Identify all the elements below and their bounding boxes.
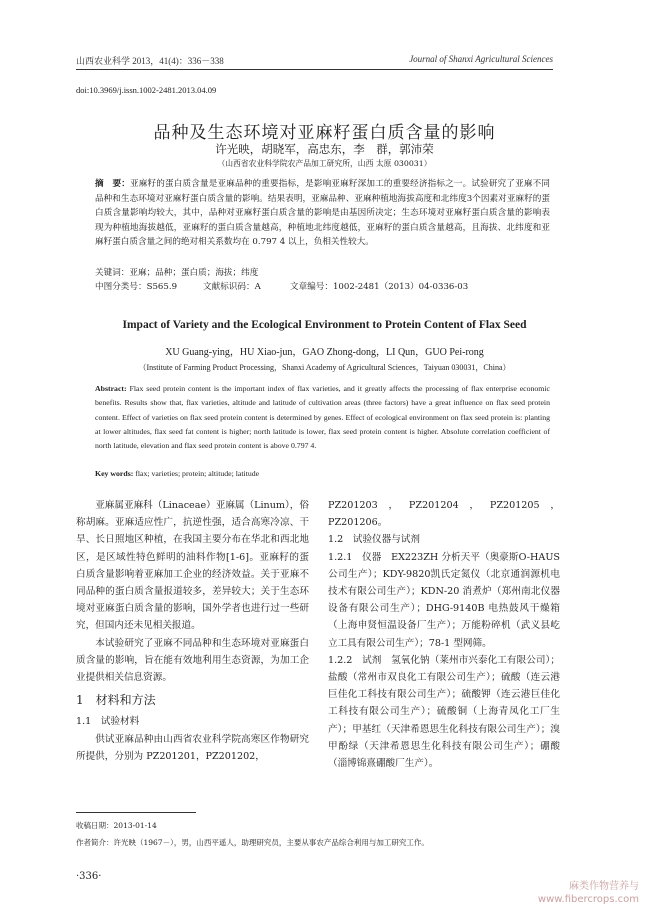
watermark-line-1: 麻类作物营养与 (569, 881, 639, 892)
abstract-cn (95, 177, 550, 250)
journal-header-left: 山西农业科学 2013，41(4)：336－338 (76, 56, 224, 66)
keywords-cn (95, 266, 550, 281)
body-right-column (328, 497, 560, 772)
article-number: 文章编号：1002-2481（2013）04-0336-03 (290, 282, 469, 292)
header-rule (76, 69, 553, 70)
intro-paragraph-2: 本试验研究了亚麻不同品种和生态环境对亚麻蛋白质含量的影响，旨在能有效地利用生态资源，为加工企业提供相关信息资源。 (76, 637, 309, 684)
body-left-column (76, 497, 309, 765)
reagents-paragraph: 1.2.2 试剂 氢氧化钠（莱州市兴泰化工有限公司）；盐酸（常州市双良化工有限公司生产）；硫酸（连云港巨佳化工科技有限公司生产）；硫酸钾（连云港巨佳化工科技有限公司生产）；硫酸铜（上海青凤化工厂生产）；甲基红（天津希恩思生化科技有限公司生产）；溴甲酚绿（天津希恩思生化科技有限公司生产）；硼酸（淄博锦熹硼酸厂生产）。 (328, 654, 560, 770)
received-date: 收稿日期：2013-01-14 (76, 821, 157, 830)
authors-cn: 许光映，胡晓军，高忠东，李 群，郭沛荣 (215, 142, 434, 156)
journal-header-right: Journal of Shanxi Agricultural Sciences (409, 54, 553, 64)
instruments-paragraph: 1.2.1 仪器 EX223ZH 分析天平（奥豪斯O-HAUS公司生产）；KDY-9820凯氏定氮仪（北京通润源机电技术有限公司生产）；KDN-20 消煮炉（郑州南北仪器设备有限公司生产）；DHG-9140B 电热鼓风干燥箱（上海申贤恒温设备厂生产）；万能粉碎机（武义县屹立工具有限公司生产）；78-1 型网筛。 (328, 551, 560, 649)
author-info: 作者简介：许光映（1967－），男，山西平遥人，助理研究员，主要从事农产品综合利用与加工研究工作。 (76, 838, 429, 847)
institution-en: （Institute of Farming Product Processing，Shanxi Academy of Agricultural Sciences，Taiyuan 030031，China） (138, 363, 511, 372)
page-number: ·336· (76, 871, 102, 882)
title-cn: 品种及生态环境对亚麻籽蛋白质含量的影响 (153, 123, 496, 143)
institution-cn: （山西省农业科学院农产品加工研究所，山西 太原 030031） (217, 159, 432, 168)
keywords-en-text: flax; varieties; protein; altitude; latitude (135, 469, 260, 478)
keywords-cn-label: 关键词： (95, 268, 130, 278)
abstract-en-text: Flax seed protein content is the important index of flax varieties, and it greatly affects the processing of flax enterprise economic benefits. Results show that, flax varieties, altitude and latitude of cultivation areas (three factors) have a great influence on flax seed protein content. Effect of varieties on flax seed protein content is determined by genes. Effect of ecological environment on flax seed protein is: planting at lower altitudes, flax seed fat content is higher; north latitude is lower, flax seed protein content is higher. Absolute correlation coefficient of north latitude, elevation and flax seed protein content is above 0.797 4. (95, 384, 550, 451)
abstract-en (95, 382, 550, 453)
keywords-en-label: Key words: (95, 469, 134, 478)
clc-number: 中图分类号：S565.9 (95, 282, 178, 292)
keywords-cn-text: 亚麻；品种；蛋白质；海拔；纬度 (129, 268, 259, 278)
keywords-en (95, 467, 550, 481)
authors-en: XU Guang-ying，HU Xiao-jun，GAO Zhong-dong，LI Qun，GUO Pei-rong (165, 347, 484, 358)
watermark (538, 880, 639, 906)
section-1-2-heading: 1.2 试验仪器与试剂 (328, 534, 421, 546)
footnote-rule (76, 812, 196, 813)
abstract-cn-text: 亚麻籽的蛋白质含量是亚麻品种的重要指标，是影响亚麻籽深加工的重要经济指标之一。试验研究了亚麻不同品种和生态环境对亚麻籽蛋白质含量的影响。结果表明，亚麻品种、亚麻种植地海拔高度和北纬度3个因素对亚麻籽的蛋白质含量影响均较大，其中，品种对亚麻籽蛋白质含量的影响是由基因所决定；生态环境对亚麻籽蛋白质含量的影响表现为种植地海拔越低，亚麻籽的蛋白质含量越高，种植地北纬度越低，亚麻籽的蛋白质含量越高，且海拔、北纬度和亚麻籽蛋白质含量之间的绝对相关系数均在 0.797 4 以上，负相关性较大。 (95, 179, 550, 248)
section-1-heading: 1 材料和方法 (76, 693, 156, 708)
abstract-cn-label: 摘 要： (95, 179, 131, 189)
intro-paragraph-1: 亚麻属亚麻科（Linaceae）亚麻属（Linum），俗称胡麻。亚麻适应性广，抗逆性强，适合高寒冷凉、干旱、长日照地区种植，在我国主要分布在华北和西北地区，是区域性特色鲜明的油料作物[1-6]。亚麻籽的蛋白质含量影响着亚麻加工企业的经济效益。关于亚麻不同品种的蛋白质含量报道较多，差异较大；关于生态环境对亚麻蛋白质含量的影响，国外学者也进行过一些研究，但国内还未见相关报道。 (76, 500, 309, 632)
section-1-1-heading: 1.1 试验材料 (76, 716, 140, 728)
materials-paragraph: 供试亚麻品种由山西省农业科学院高寒区作物研究所提供，分别为 PZ201201，PZ201202， (76, 733, 309, 762)
title-en: Impact of Variety and the Ecological Environment to Protein Content of Flax Seed (122, 319, 527, 331)
abstract-en-label: Abstract: (95, 384, 127, 393)
doi: doi:10.3969/j.issn.1002-2481.2013.04.09 (76, 85, 217, 95)
watermark-line-2: www.fibercrops.com (537, 894, 639, 905)
document-code: 文献标识码：A (203, 282, 261, 292)
materials-paragraph-continued: PZ201203，PZ201204，PZ201205，PZ201206。 (328, 500, 560, 529)
classification-cn (95, 280, 550, 295)
